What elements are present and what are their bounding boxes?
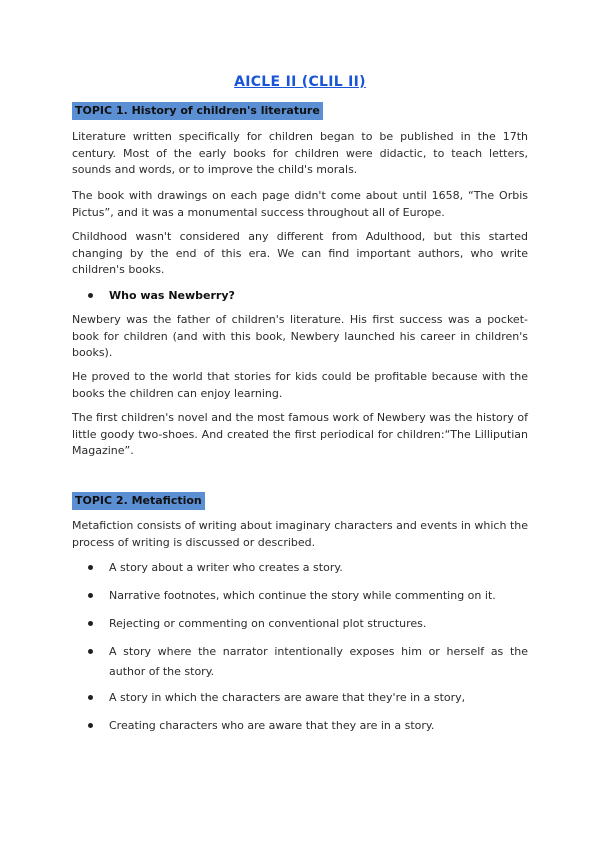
bullet-icon xyxy=(88,695,93,700)
list-item-text: Creating characters who are aware that they are in a story. xyxy=(109,719,435,732)
bullet-icon xyxy=(88,723,93,728)
page-title: AICLE II (CLIL II) xyxy=(234,74,366,90)
topic1-paragraph-1: Literature written specifically for children began to be published in the 17th century. Most of the early books for children were didactic, to teach letters, sounds and words, or to improve the child's morals. xyxy=(72,130,528,176)
question-text: Who was Newberry? xyxy=(109,289,235,302)
bullet-icon xyxy=(88,621,93,626)
list-item-text: A story about a writer who creates a story. xyxy=(109,561,343,574)
topic1-paragraph-2: The book with drawings on each page didn't come about until 1658, “The Orbis Pictus”, and it was a monumental success throughout all of Europe. xyxy=(72,189,528,219)
bullet-icon xyxy=(88,565,93,570)
list-item-text: A story where the narrator intentionally exposes him or herself as the author of the story. xyxy=(109,645,528,678)
bullet-icon xyxy=(88,293,93,298)
topic2-heading: TOPIC 2. Metafiction xyxy=(72,492,205,510)
topic1-paragraph-3: Childhood wasn't considered any different from Adulthood, but this started changing by the end of this era. We can find important authors, who write children's books. xyxy=(72,230,528,276)
topic1-heading: TOPIC 1. History of children's literature xyxy=(72,102,323,120)
topic2-intro: Metafiction consists of writing about imaginary characters and events in which the process of writing is discussed or described. xyxy=(72,519,528,549)
newbery-paragraph-1: Newbery was the father of children's literature. His first success was a pocket-book for children (and with this book, Newbery launched his career in children's books). xyxy=(72,313,528,359)
list-item-text: A story in which the characters are aware that they're in a story, xyxy=(109,691,466,704)
list-item-text: Narrative footnotes, which continue the story while commenting on it. xyxy=(109,589,496,602)
newbery-paragraph-3: The first children's novel and the most famous work of Newbery was the history of little goody two-shoes. And created the first periodical for children:“The Lilliputian Magazine”. xyxy=(72,411,528,457)
bullet-icon xyxy=(88,649,93,654)
list-item-text: Rejecting or commenting on conventional plot structures. xyxy=(109,617,427,630)
newbery-paragraph-2: He proved to the world that stories for kids could be profitable because with the books the children can enjoy learning. xyxy=(72,370,528,400)
bullet-icon xyxy=(88,593,93,598)
